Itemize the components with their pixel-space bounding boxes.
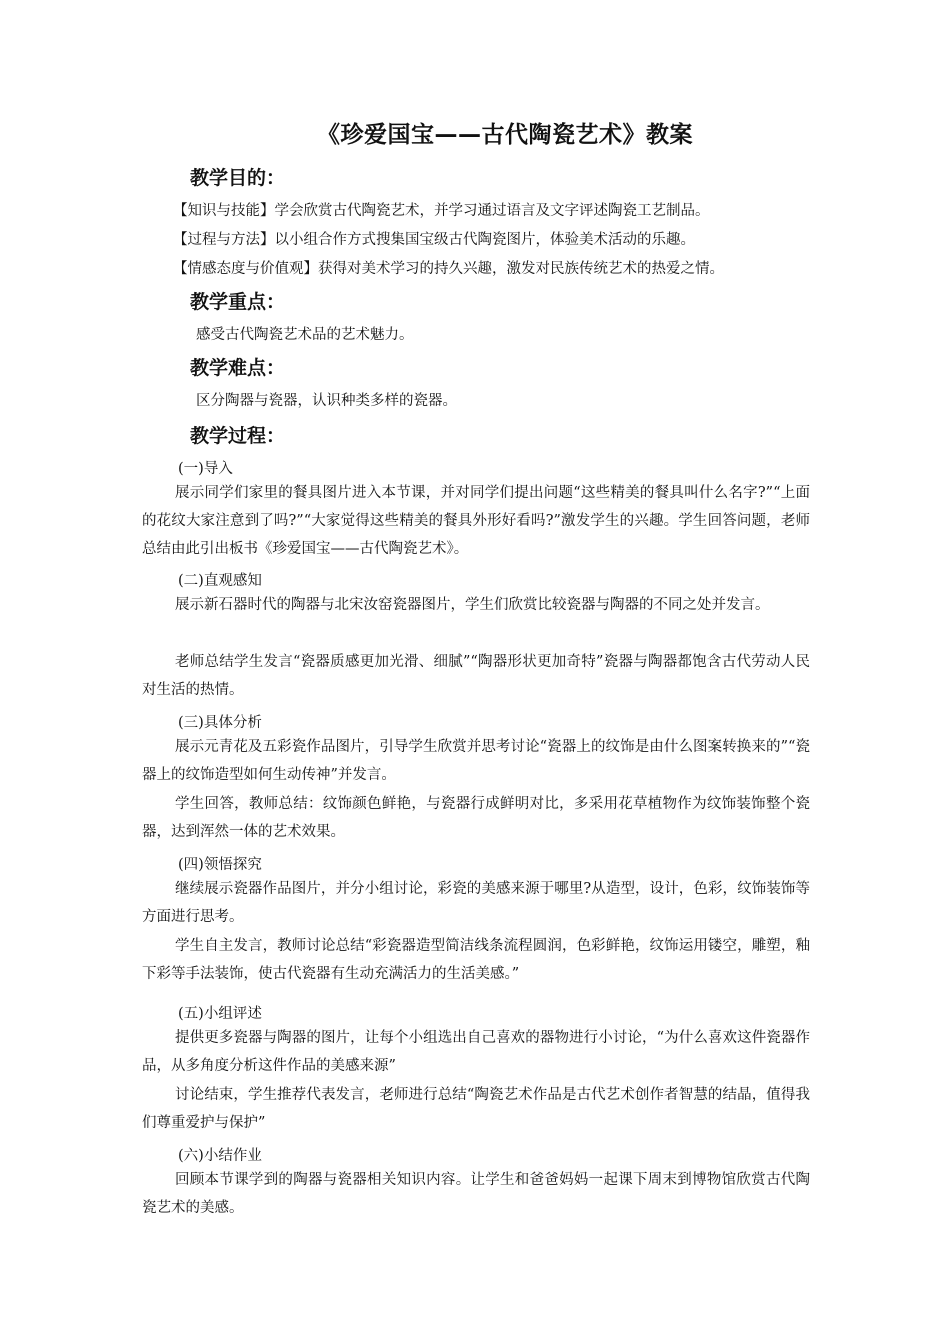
- section-paragraph: 老师总结学生发言“瓷器质感更加光滑、细腻”“陶器形状更加奇特”瓷器与陶器都饱含古代劳动人民对生活的热情。: [142, 654, 810, 698]
- section-paragraph: 展示元青花及五彩瓷作品图片，引导学生欣赏并思考讨论“瓷器上的纹饰是由什么图案转换来的”“瓷器上的纹饰造型如何生动传神”并发言。: [142, 739, 810, 783]
- process-heading: 教学过程：: [190, 425, 286, 447]
- section-paragraph: 学生自主发言，教师讨论总结“彩瓷器造型简洁线条流程圆润，色彩鲜艳，纹饰运用镂空，雕塑，釉下彩等手法装饰，使古代瓷器有生动充满活力的生活美感。”: [142, 938, 810, 982]
- objective-attitude: 【情感态度与价值观】获得对美术学习的持久兴趣，激发对民族传统艺术的热爱之情。: [173, 261, 724, 277]
- section-label-analysis: (三)具体分析: [178, 715, 262, 731]
- section-label-summary: (六)小结作业: [178, 1148, 262, 1164]
- section-label-intro: (一)导入: [178, 461, 233, 477]
- section-paragraph: 展示同学们家里的餐具图片进入本节课，并对同学们提出问题“这些精美的餐具叫什么名字?”“上面的花纹大家注意到了吗?”“大家觉得这些精美的餐具外形好看吗?”激发学生的兴趣。学生回答问题，老师总结由此引出板书《珍爱国宝——古代陶瓷艺术》。: [142, 485, 810, 557]
- section-paragraph: 回顾本节课学到的陶器与瓷器相关知识内容。让学生和爸爸妈妈一起课下周末到博物馆欣赏古代陶瓷艺术的美感。: [142, 1172, 810, 1216]
- section-paragraph: 展示新石器时代的陶器与北宋汝窑瓷器图片，学生们欣赏比较瓷器与陶器的不同之处并发言。: [175, 597, 770, 613]
- section-paragraph: 继续展示瓷器作品图片，并分小组讨论，彩瓷的美感来源于哪里?从造型，设计，色彩，纹饰装饰等方面进行思考。: [142, 881, 810, 925]
- document-title: 《珍爱国宝——古代陶瓷艺术》教案: [317, 122, 693, 148]
- section-label-perception: (二)直观感知: [178, 573, 262, 589]
- difficulties-text: 区分陶器与瓷器，认识种类多样的瓷器。: [196, 393, 457, 409]
- section-paragraph: 提供更多瓷器与陶器的图片，让每个小组选出自己喜欢的器物进行小讨论，“为什么喜欢这件瓷器作品，从多角度分析这件作品的美感来源”: [142, 1030, 810, 1074]
- objectives-heading: 教学目的：: [190, 167, 286, 189]
- section-paragraph: 讨论结束，学生推荐代表发言，老师进行总结“陶瓷艺术作品是古代艺术创作者智慧的结晶，值得我们尊重爱护与保护”: [142, 1087, 810, 1131]
- objective-process: 【过程与方法】以小组合作方式搜集国宝级古代陶瓷图片，体验美术活动的乐趣。: [173, 232, 695, 248]
- section-paragraph: 学生回答，教师总结：纹饰颜色鲜艳，与瓷器行成鲜明对比，多采用花草植物作为纹饰装饰整个瓷器，达到浑然一体的艺术效果。: [142, 796, 810, 840]
- section-label-exploration: (四)领悟探究: [178, 857, 262, 873]
- key-points-heading: 教学重点：: [190, 291, 286, 313]
- section-label-group-review: (五)小组评述: [178, 1006, 262, 1022]
- objective-knowledge: 【知识与技能】学会欣赏古代陶瓷艺术，并学习通过语言及文字评述陶瓷工艺制品。: [173, 203, 710, 219]
- difficulties-heading: 教学难点：: [190, 357, 286, 379]
- key-points-text: 感受古代陶瓷艺术品的艺术魅力。: [196, 327, 414, 343]
